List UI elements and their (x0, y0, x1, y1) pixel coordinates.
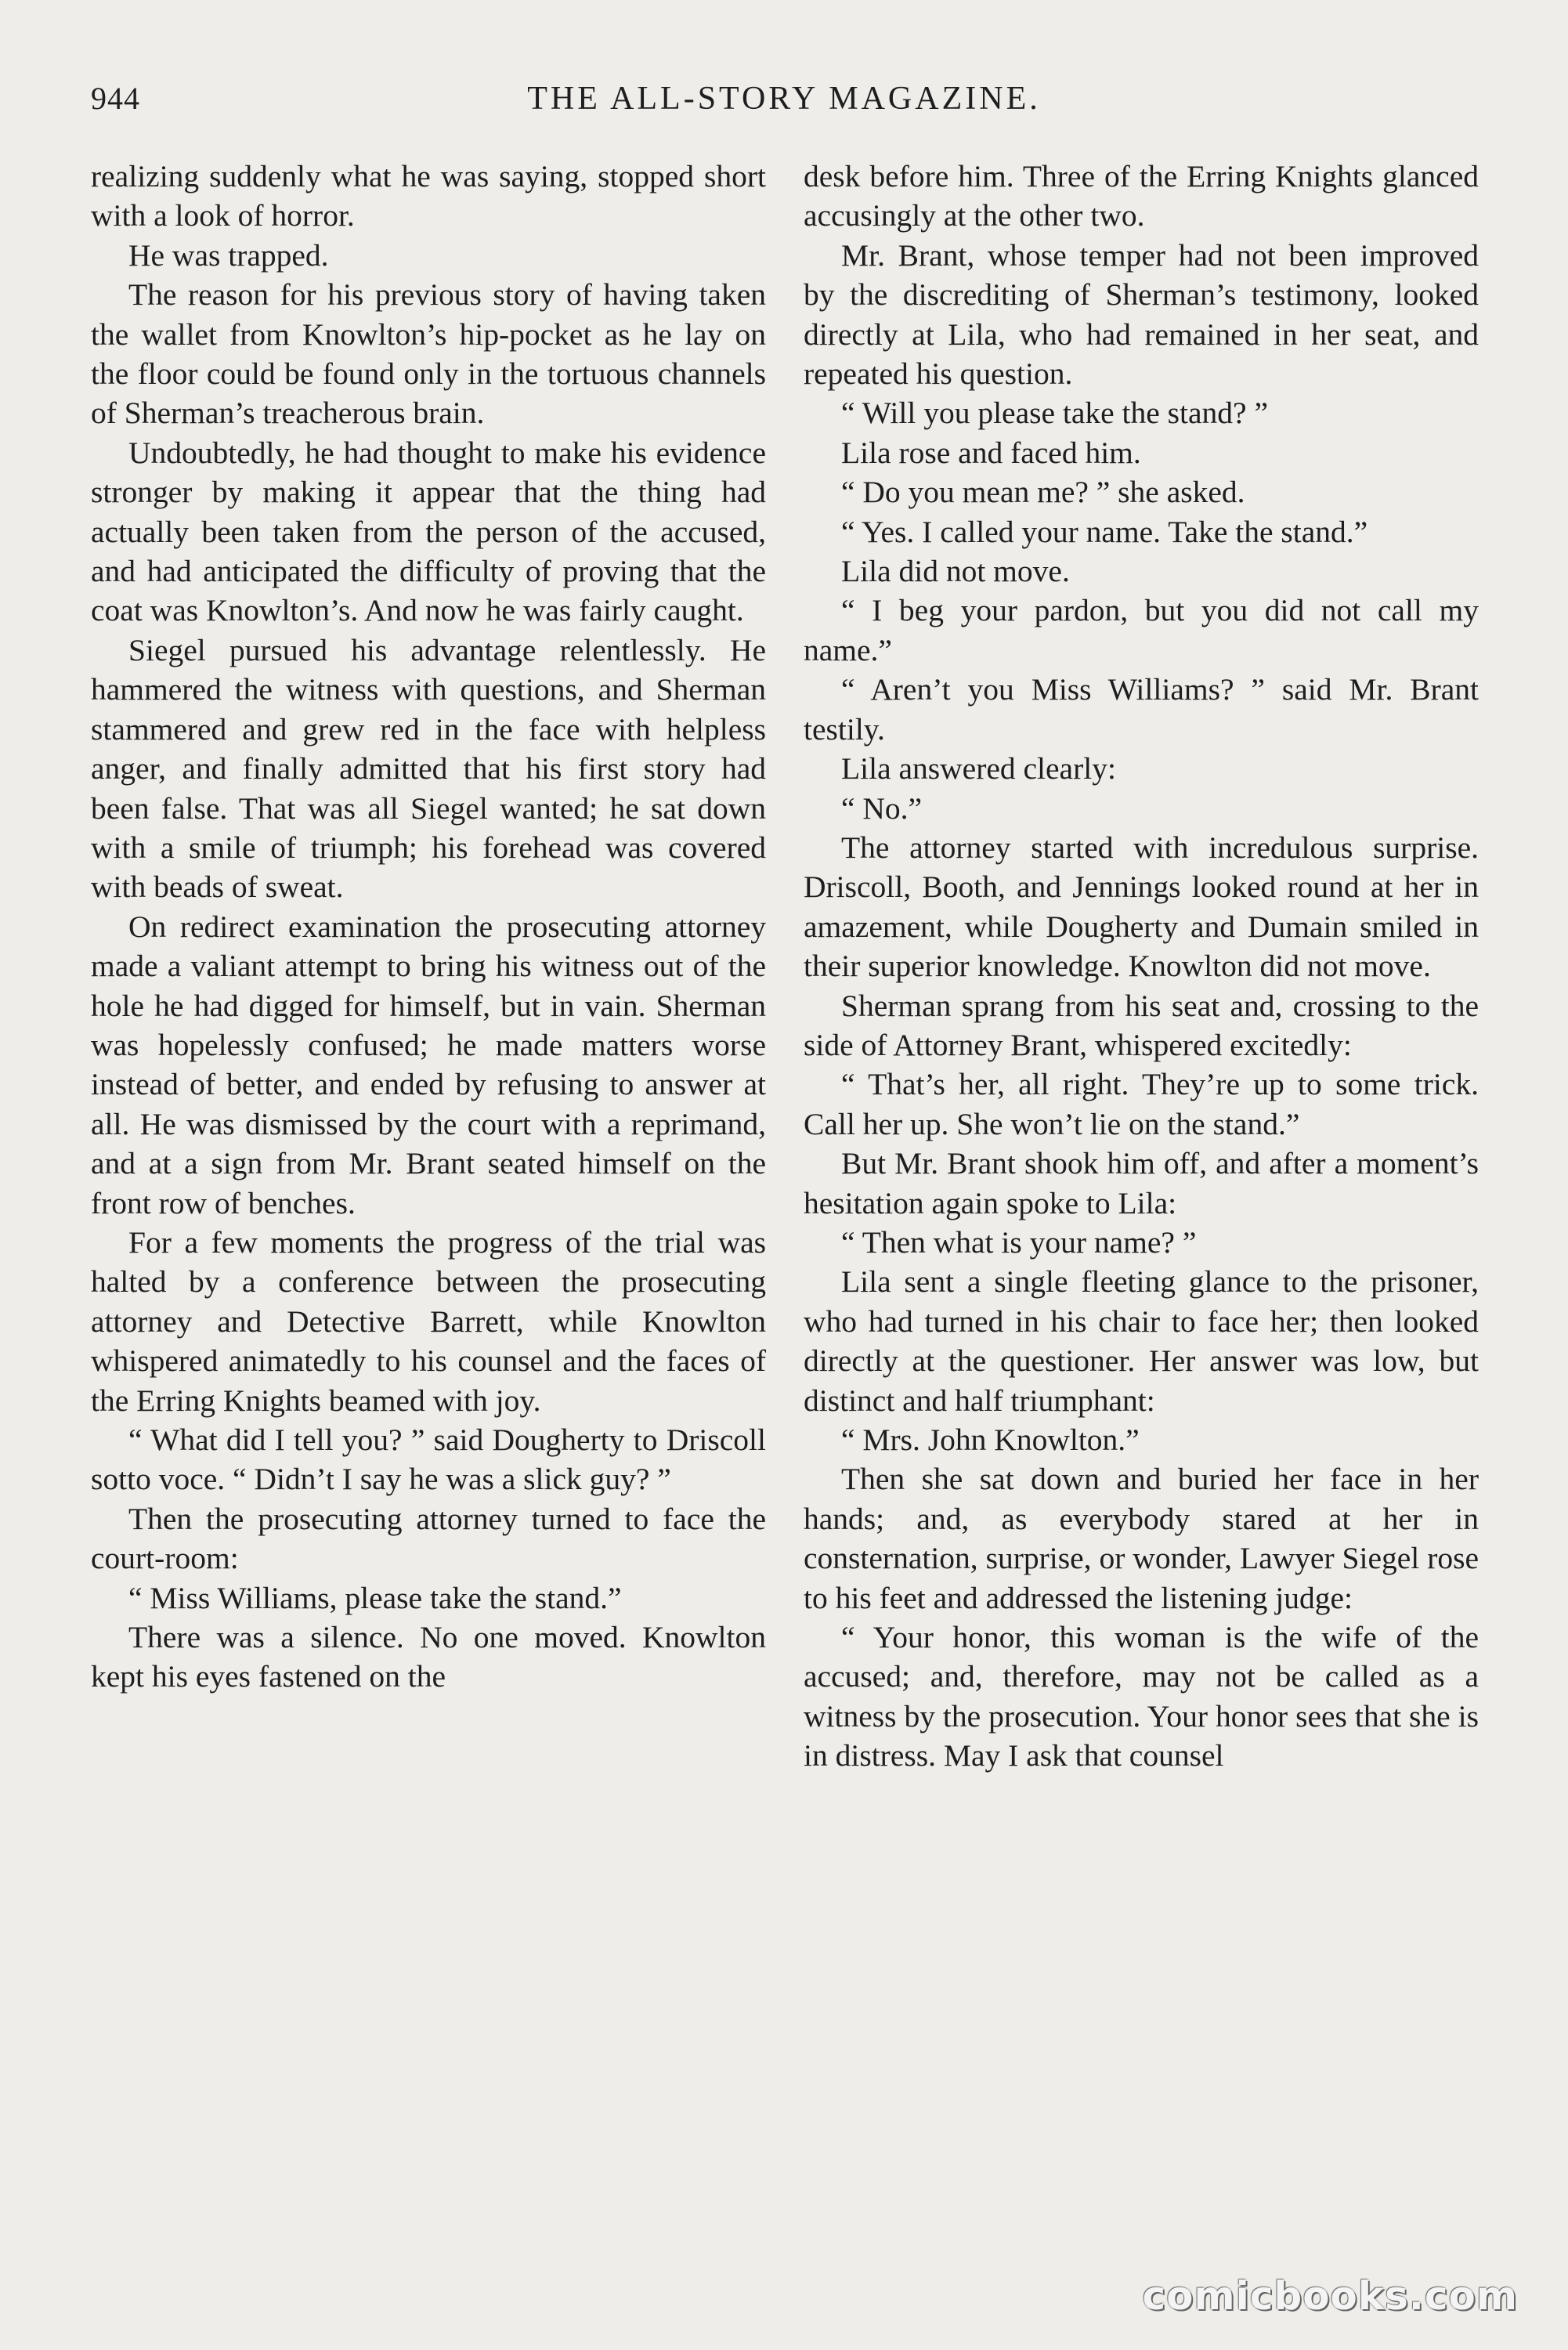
page-number: 944 (91, 81, 140, 116)
paragraph: “ No.” (841, 790, 923, 826)
paragraph: But Mr. Brant shook him off, and after a moment’s hesitation again spoke to Lila: (804, 1146, 1479, 1220)
paragraph: For a few moments the progress of the trial was halted by a conference between the prosecuting attorney and Detective Barrett, while Knowlton whispered animatedly to his counsel and the faces of the Erring Knights beamed with joy. (91, 1224, 766, 1418)
paragraph: “ Aren’t you Miss Williams? ” said Mr. Brant testily. (804, 672, 1479, 747)
paragraph: Lila did not move. (841, 554, 1070, 589)
paragraph: “ Do you mean me? ” she asked. (841, 475, 1245, 510)
running-title: THE ALL-STORY MAGAZINE. (527, 81, 1041, 117)
paragraph: Undoubtedly, he had thought to make his evidence stronger by making it appear that the thing had actually been taken from the person of the accused, and had anticipated the difficulty of proving that the coat was Knowlton’s. And now he was fairly caught. (91, 435, 766, 628)
paragraph: Lila answered clearly: (841, 751, 1116, 786)
paragraph: “ Your honor, this woman is the wife of the accused; and, therefore, may not be called as a witness by the prosecution. Your honor sees that she is in distress. May I ask that counsel (804, 1620, 1479, 1773)
paragraph: Lila rose and faced him. (841, 435, 1141, 470)
paragraph: On redirect examination the prosecuting attorney made a valiant attempt to bring his witness out of the hole he had digged for himself, but in vain. Sherman was hopelessly confused; he made matters worse instead of better, and ended by refusing to answer at all. He was dismissed by the court with a reprimand, and at a sign from Mr. Brant seated himself on the front row of benches. (91, 909, 766, 1220)
paragraph: desk before him. Three of the Erring Knights glanced accusingly at the other two. (804, 159, 1479, 233)
watermark: comicbooks.com (1142, 2273, 1518, 2319)
paragraph: “ Yes. I called your name. Take the stand.” (841, 514, 1368, 549)
paragraph: “ Miss Williams, please take the stand.” (128, 1580, 622, 1615)
paragraph: realizing suddenly what he was saying, stopped short with a look of horror. (91, 159, 766, 233)
paragraph: Then she sat down and buried her face in her hands; and, as everybody stared at her in consternation, surprise, or wonder, Lawyer Siegel rose to his feet and addressed the listening judge: (804, 1462, 1479, 1615)
paragraph: Lila sent a single fleeting glance to the prisoner, who had turned in his chair to face her; then looked directly at the questioner. Her answer was low, but distinct and half triumphant: (804, 1264, 1479, 1418)
paragraph: Siegel pursued his advantage relentlessly. He hammered the witness with questions, and Sherman stammered and grew red in the face with helpless anger, and finally admitted that his first story had been false. That was all Siegel wanted; he sat down with a smile of triumph; his forehead was covered with beads of sweat. (91, 632, 766, 905)
paragraph: “ Then what is your name? ” (841, 1224, 1197, 1260)
paragraph: Sherman sprang from his seat and, crossing to the side of Attorney Brant, whispered excitedly: (804, 988, 1479, 1062)
paragraph: “ Mrs. John Knowlton.” (841, 1423, 1140, 1457)
paragraph: Mr. Brant, whose temper had not been improved by the discrediting of Sherman’s testimony, looked directly at Lila, who had remained in her seat, and repeated his question. (804, 237, 1479, 392)
paragraph: There was a silence. No one moved. Knowlton kept his eyes fastened on the (91, 1620, 766, 1694)
paragraph: The attorney started with incredulous surprise. Driscoll, Booth, and Jennings looked round at her in amazement, while Dougherty and Dumain smiled in their superior knowledge. Knowlton did not move. (804, 830, 1479, 984)
paragraph: “ What did I tell you? ” said Dougherty to Driscoll sotto voce. “ Didn’t I say he was a slick guy? ” (91, 1423, 766, 1497)
paragraph: He was trapped. (128, 237, 329, 273)
paragraph: “ I beg your pardon, but you did not call my name.” (804, 593, 1479, 667)
right-column (804, 157, 1479, 1776)
paragraph: Then the prosecuting attorney turned to face the court-room: (91, 1501, 766, 1576)
paragraph: The reason for his previous story of having taken the wallet from Knowlton’s hip-pocket as he lay on the floor could be found only in the tortuous channels of Sherman’s treacherous brain. (91, 277, 766, 431)
paragraph: “ That’s her, all right. They’re up to some trick. Call her up. She won’t lie on the stand.” (804, 1067, 1479, 1141)
left-column (91, 157, 766, 1697)
paragraph: “ Will you please take the stand? ” (841, 396, 1268, 431)
